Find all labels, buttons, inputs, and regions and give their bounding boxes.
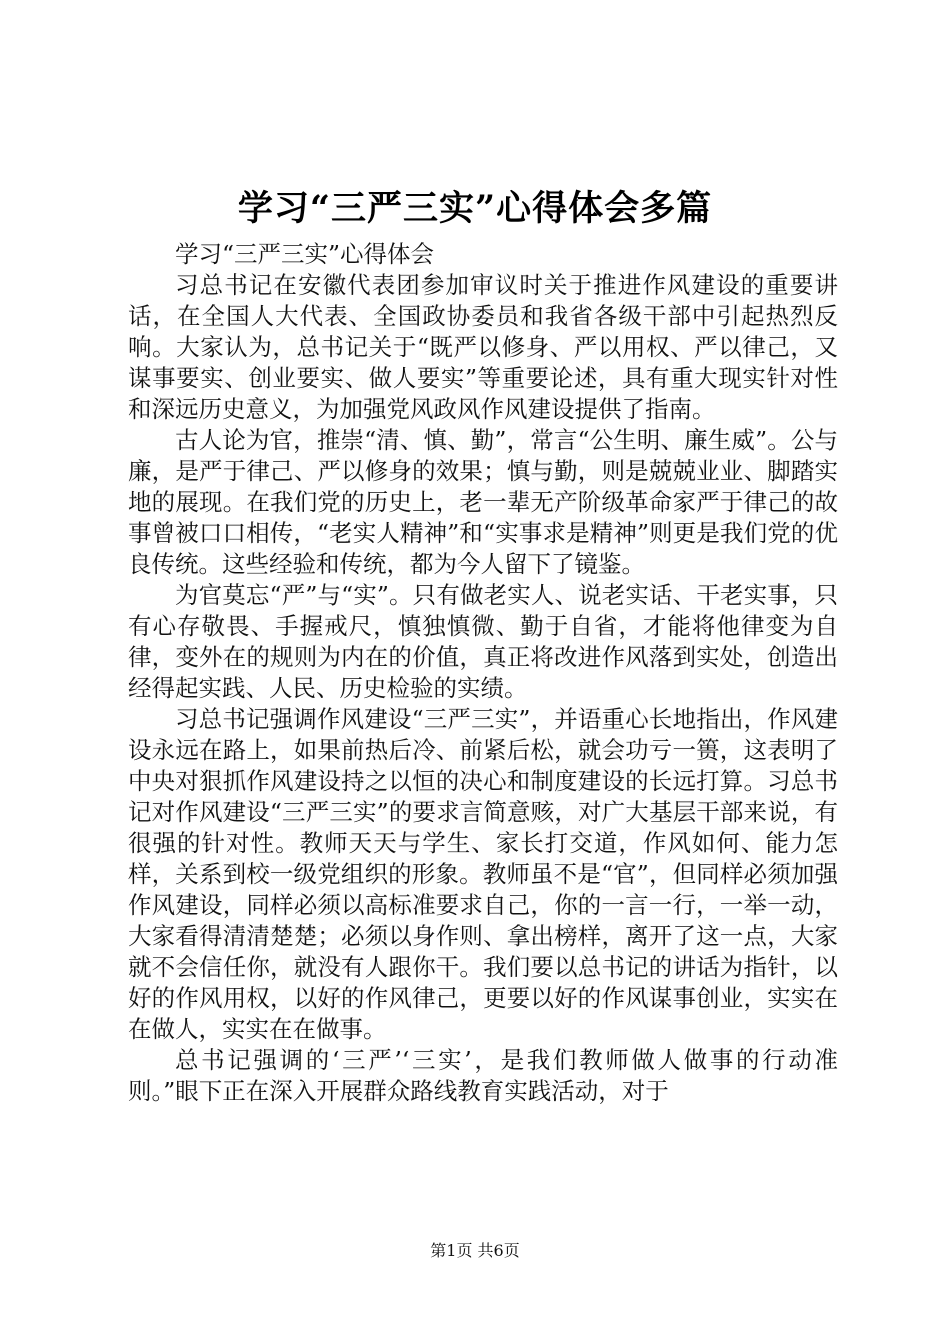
paragraph: 总书记强调的‘三严’‘三实’，是我们教师做人做事的行动准则。”眼下正在深入开展群众路线教育实践活动，对于: [128, 1046, 838, 1105]
page-footer: 第1页 共6页: [430, 1241, 520, 1260]
document-subtitle: 学习“三严三实”心得体会: [175, 240, 435, 268]
paragraph: 为官莫忘“严”与“实”。只有做老实人、说老实话、干老实事，只有心存敬畏、手握戒尺，慎独慎微、勤于自省，才能将他律变为自律，变外在的规则为内在的价值，真正将改进作风落到实处，创造出经得起实践、人民、历史检验的实绩。: [128, 581, 838, 702]
document-title: 学习“三严三实”心得体会多篇: [237, 188, 713, 229]
document-body: [128, 239, 838, 1107]
paragraph: 古人论为官，推崇“清、慎、勤”，常言“公生明、廉生威”。公与廉，是严于律己、严以修身的效果；慎与勤，则是兢兢业业、脚踏实地的展现。在我们党的历史上，老一辈无产阶级革命家严于律己的故事曾被口口相传，“老实人精神”和“实事求是精神”则更是我们党的优良传统。这些经验和传统，都为今人留下了镜鉴。: [128, 426, 838, 578]
paragraph: 习总书记在安徽代表团参加审议时关于推进作风建设的重要讲话，在全国人大代表、全国政协委员和我省各级干部中引起热烈反响。大家认为，总书记关于“既严以修身、严以用权、严以律己，又谋事要实、创业要实、做人要实”等重要论述，具有重大现实针对性和深远历史意义，为加强党风政风作风建设提供了指南。: [128, 271, 838, 423]
paragraph: 习总书记强调作风建设“三严三实”，并语重心长地指出，作风建设永远在路上，如果前热后冷、前紧后松，就会功亏一篑，这表明了中央对狠抓作风建设持之以恒的决心和制度建设的长远打算。习总书记对作风建设“三严三实”的要求言简意赅，对广大基层干部来说，有很强的针对性。教师天天与学生、家长打交道，作风如何、能力怎样，关系到校一级党组织的形象。教师虽不是“官”，但同样必须加强作风建设，同样必须以高标准要求自己，你的一言一行，一举一动，大家看得清清楚楚；必须以身作则、拿出榜样，离开了这一点，大家就不会信任你，就没有人跟你干。我们要以总书记的讲话为指针，以好的作风用权，以好的作风律己，更要以好的作风谋事创业，实实在在做人，实实在在做事。: [128, 705, 838, 1043]
